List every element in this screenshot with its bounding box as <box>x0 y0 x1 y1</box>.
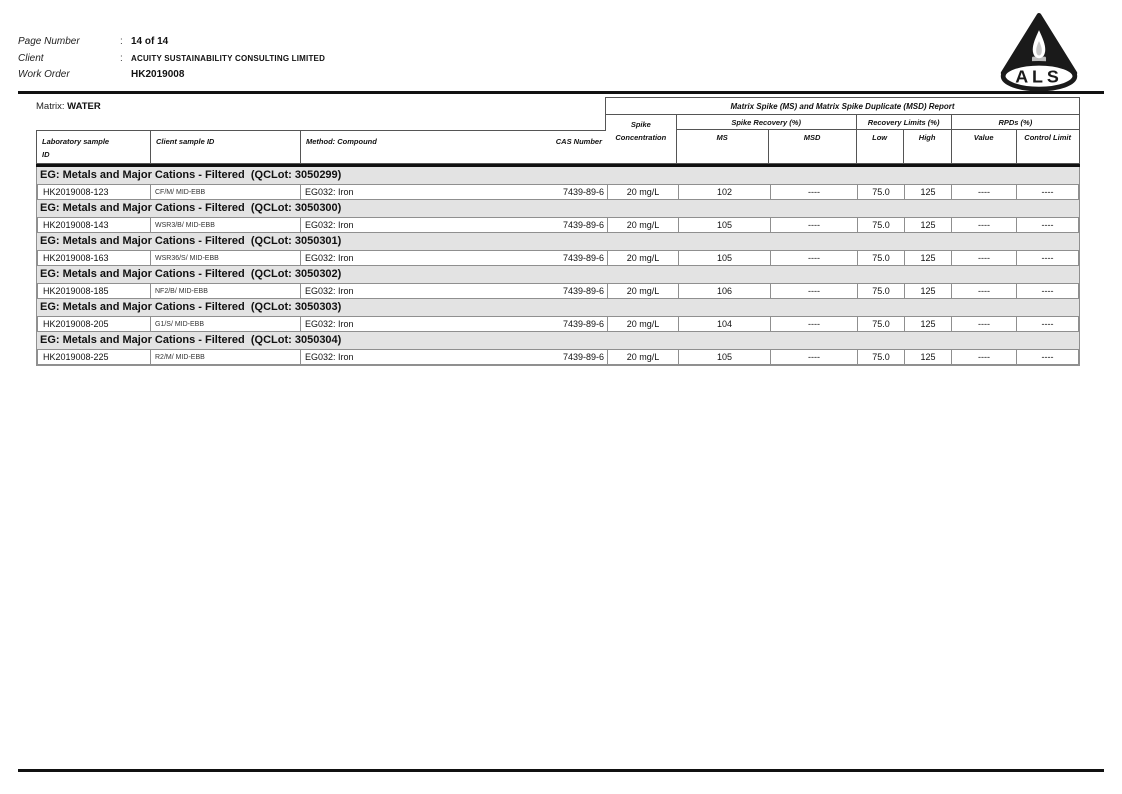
method-cas-cell <box>301 316 608 332</box>
col-method-compound <box>301 131 606 163</box>
matrix-line <box>36 101 101 112</box>
group-rpds <box>952 115 1079 163</box>
client-sample-id: G1/S/ MID-EBB <box>151 316 301 332</box>
col-spike-concentration <box>606 115 677 163</box>
rpd-control-limit: ---- <box>1017 283 1079 299</box>
rpd-control-limit: ---- <box>1017 316 1079 332</box>
recovery-limit-low: 75.0 <box>858 250 905 266</box>
col-control-limit: Control Limit <box>1024 133 1071 142</box>
msd-recovery: ---- <box>771 184 858 200</box>
footer-rule <box>18 769 1104 772</box>
svg-text:ALS: ALS <box>1015 66 1063 87</box>
lab-sample-id: HK2019008-205 <box>37 316 151 332</box>
client-row <box>18 53 718 70</box>
recovery-limit-high: 125 <box>905 283 952 299</box>
spike-concentration: 20 mg/L <box>608 217 679 233</box>
als-logo-icon <box>1000 12 1078 92</box>
group-spike-recovery <box>677 115 857 163</box>
client-sample-id: WSR3/B/ MID-EBB <box>151 217 301 233</box>
recovery-limit-high: 125 <box>905 349 952 365</box>
ms-recovery: 105 <box>679 250 771 266</box>
recovery-limit-low: 75.0 <box>858 184 905 200</box>
method-compound: EG032: Iron <box>305 351 354 362</box>
recovery-limit-high: 125 <box>905 316 952 332</box>
page-number-label: Page Number <box>18 36 80 47</box>
msd-recovery: ---- <box>771 349 858 365</box>
rpd-value: ---- <box>952 349 1017 365</box>
header-rule <box>18 91 1104 94</box>
work-order-label: Work Order <box>18 69 70 80</box>
client-sample-id: NF2/B/ MID-EBB <box>151 283 301 299</box>
group-header: EG: Metals and Major Cations - Filtered (QCLot: 3050299) <box>40 168 342 181</box>
cas-number: 7439-89-6 <box>562 252 604 263</box>
matrix-label: Matrix: <box>36 101 65 112</box>
rpd-value: ---- <box>952 283 1017 299</box>
group-header: EG: Metals and Major Cations - Filtered (QCLot: 3050303) <box>40 300 342 313</box>
msd-recovery: ---- <box>771 217 858 233</box>
spike-concentration: 20 mg/L <box>608 184 679 200</box>
method-cas-cell <box>301 283 608 299</box>
page-number-colon: : <box>120 36 123 47</box>
client-sample-id: CF/M/ MID-EBB <box>151 184 301 200</box>
recovery-limit-high: 125 <box>905 250 952 266</box>
lab-sample-id: HK2019008-143 <box>37 217 151 233</box>
recovery-limits-label: Recovery Limits (%) <box>857 115 951 130</box>
rpd-value: ---- <box>952 217 1017 233</box>
cas-number-label: CAS Number <box>555 137 602 146</box>
table-body <box>36 167 1080 366</box>
client-sample-id: R2/M/ MID-EBB <box>151 349 301 365</box>
col-value: Value <box>952 130 1017 163</box>
cas-number: 7439-89-6 <box>562 219 604 230</box>
col-laboratory-sample-id <box>37 131 151 163</box>
rpd-control-limit: ---- <box>1017 250 1079 266</box>
table-row <box>37 316 1079 332</box>
recovery-limit-high: 125 <box>905 217 952 233</box>
col-high: High <box>918 133 936 142</box>
rpds-label: RPDs (%) <box>952 115 1079 130</box>
work-order-value: HK2019008 <box>131 69 185 80</box>
group-header: EG: Metals and Major Cations - Filtered (QCLot: 3050304) <box>40 333 342 346</box>
recovery-limit-low: 75.0 <box>858 349 905 365</box>
report-header <box>18 36 718 86</box>
ms-recovery: 106 <box>679 283 771 299</box>
method-compound: EG032: Iron <box>305 186 354 197</box>
ms-recovery: 104 <box>679 316 771 332</box>
recovery-limit-low: 75.0 <box>858 283 905 299</box>
col-msd: MSD <box>803 133 821 142</box>
ms-recovery: 105 <box>679 217 771 233</box>
rpd-control-limit: ---- <box>1017 349 1079 365</box>
group-recovery-limits <box>857 115 952 163</box>
table-header-left <box>36 130 606 164</box>
spike-recovery-label: Spike Recovery (%) <box>677 115 856 130</box>
spike-concentration: 20 mg/L <box>608 349 679 365</box>
table-header-right <box>605 97 1080 164</box>
method-cas-cell <box>301 250 608 266</box>
client-colon: : <box>120 52 123 64</box>
method-cas-cell <box>301 217 608 233</box>
rpd-value: ---- <box>952 184 1017 200</box>
header-columns <box>606 115 1079 163</box>
lab-sample-line2: ID <box>42 150 50 159</box>
method-compound: EG032: Iron <box>305 285 354 296</box>
group-header: EG: Metals and Major Cations - Filtered (QCLot: 3050301) <box>40 234 342 247</box>
col-low: Low <box>857 130 904 163</box>
method-cas-cell <box>301 184 608 200</box>
report-title: Matrix Spike (MS) and Matrix Spike Duplicate (MSD) Report <box>606 98 1079 115</box>
work-order-row <box>18 69 718 86</box>
recovery-limit-low: 75.0 <box>858 217 905 233</box>
group-header: EG: Metals and Major Cations - Filtered (QCLot: 3050300) <box>40 201 342 214</box>
lab-sample-id: HK2019008-185 <box>37 283 151 299</box>
group-header: EG: Metals and Major Cations - Filtered (QCLot: 3050302) <box>40 267 342 280</box>
recovery-limit-high: 125 <box>905 184 952 200</box>
rpd-control-limit: ---- <box>1017 184 1079 200</box>
matrix-value: WATER <box>67 101 101 112</box>
table-row <box>37 250 1079 266</box>
rpd-value: ---- <box>952 316 1017 332</box>
cas-number: 7439-89-6 <box>562 285 604 296</box>
spike-line1: Spike <box>630 120 651 129</box>
lab-sample-id: HK2019008-225 <box>37 349 151 365</box>
ms-recovery: 102 <box>679 184 771 200</box>
method-compound: EG032: Iron <box>305 252 354 263</box>
recovery-limit-low: 75.0 <box>858 316 905 332</box>
rpd-control-limit: ---- <box>1017 217 1079 233</box>
table-row <box>37 283 1079 299</box>
col-ms: MS <box>677 130 769 163</box>
spike-concentration: 20 mg/L <box>608 250 679 266</box>
ms-recovery: 105 <box>679 349 771 365</box>
spike-concentration: 20 mg/L <box>608 283 679 299</box>
col-client-sample-id: Client sample ID <box>151 131 301 163</box>
method-compound-label: Method: Compound <box>306 137 377 146</box>
lab-sample-line1: Laboratory sample <box>42 137 110 146</box>
cas-number: 7439-89-6 <box>562 318 604 329</box>
lab-sample-id: HK2019008-163 <box>37 250 151 266</box>
page-number-value: 14 of 14 <box>131 36 169 47</box>
spike-line2: Concentration <box>615 133 667 142</box>
method-compound: EG032: Iron <box>305 318 354 329</box>
cas-number: 7439-89-6 <box>562 186 604 197</box>
spike-concentration: 20 mg/L <box>608 316 679 332</box>
msd-recovery: ---- <box>771 250 858 266</box>
client-label: Client <box>18 52 44 64</box>
cas-number: 7439-89-6 <box>562 351 604 362</box>
table-row <box>37 184 1079 200</box>
client-sample-id: WSR36/S/ MID-EBB <box>151 250 301 266</box>
lab-sample-id: HK2019008-123 <box>37 184 151 200</box>
rpd-value: ---- <box>952 250 1017 266</box>
client-value: ACUITY SUSTAINABILITY CONSULTING LIMITED <box>131 53 326 63</box>
page-number-row <box>18 36 718 53</box>
msd-recovery: ---- <box>771 316 858 332</box>
table-row <box>37 349 1079 365</box>
method-compound: EG032: Iron <box>305 219 354 230</box>
table-row <box>37 217 1079 233</box>
method-cas-cell <box>301 349 608 365</box>
msd-recovery: ---- <box>771 283 858 299</box>
